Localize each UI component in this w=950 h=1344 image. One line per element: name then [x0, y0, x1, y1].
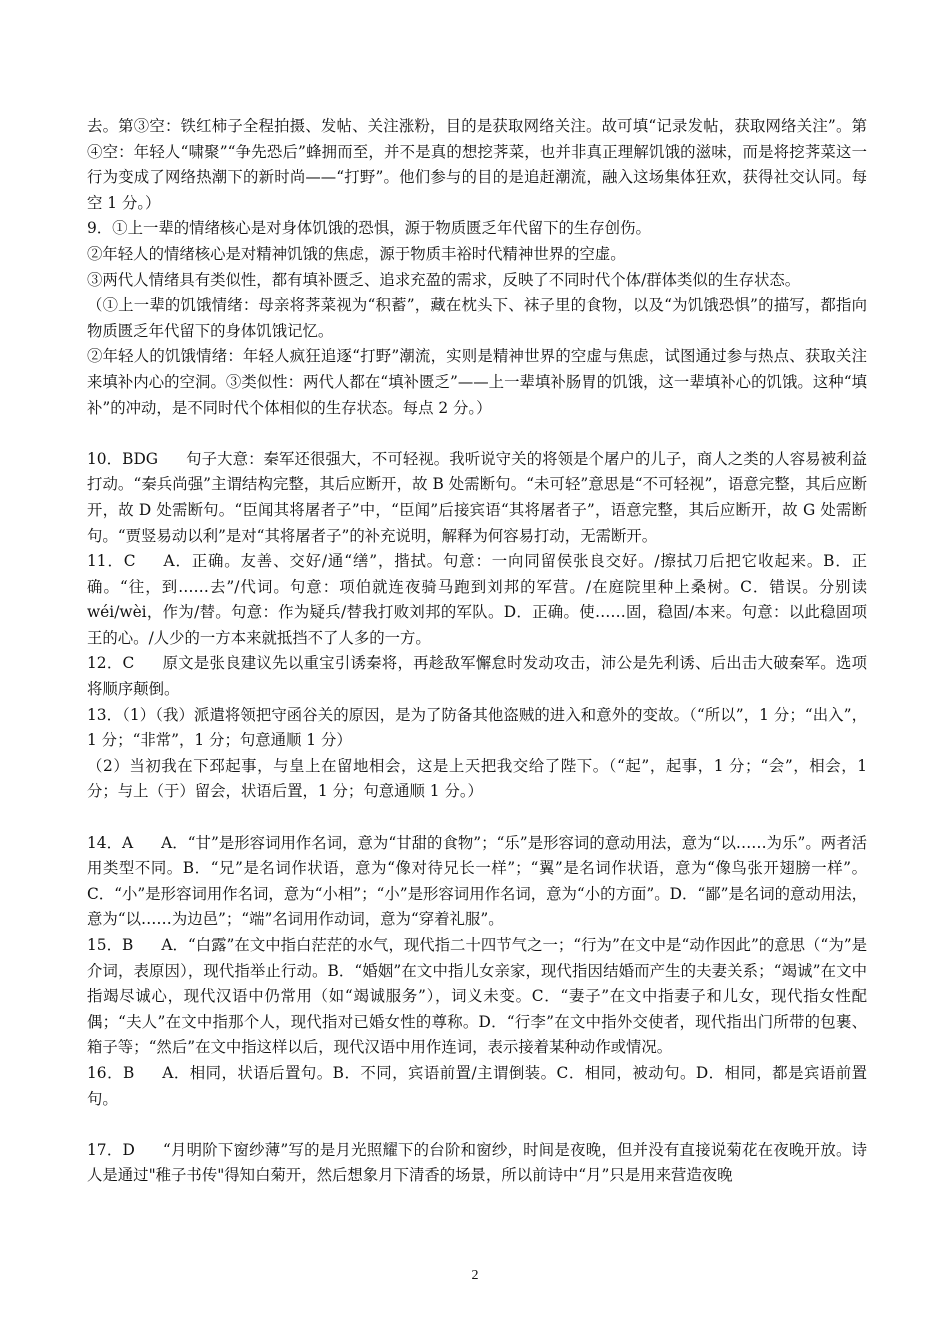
answer-q15 [87, 933, 867, 1061]
answer-text: A．“甘”是形容词用作名词，意为“甘甜的食物”；“乐”是形容词的意动用法，意为“以……为乐”。两者活用类型不同。B．“兄”是名词作状语，意为“像对待兄长一样”；“翼”是名词作状语，意为“像鸟张开翅膀一样”。C．“小”是形容词用作名词，意为“小相”；“小”是形容词用作名词，意为“小的方面”。D．“鄙”是名词的意动用法，意为“以……为边邑”；“端”名词用作动词，意为“穿着礼服”。 [87, 833, 867, 929]
answer-q17 [87, 1138, 867, 1189]
answer-q14 [87, 831, 867, 933]
paragraph-q9-note-1: （①上一辈的饥饿情绪：母亲将荠菜视为“积蓄”，藏在枕头下、袜子里的食物，以及“为饥饿恐惧”的描写，都指向物质匮乏年代留下的身体饥饿记忆。 [87, 296, 867, 340]
answer-q16 [87, 1061, 867, 1112]
answer-text: A．正确。友善、交好/通“缮”，揩拭。句意：一向同留侯张良交好。/擦拭刀后把它收起来。B．正确。“往，到……去”/代词。句意：项伯就连夜骑马跑到刘邦的军营。/在庭院里种上桑树。C．错误。分别读 wéi/wèi，作为/替。句意：作为疑兵/替我打败刘邦的军队。D．正确。使……固，稳固/本来。句意：以此稳固项王的心。/人少的一方本来就抵挡不了人多的一方。 [87, 552, 867, 647]
spacer [87, 805, 867, 831]
answer-label: 11．C [87, 552, 136, 571]
answer-label: 12．C [87, 654, 135, 673]
spacer [87, 1112, 867, 1138]
answer-q10 [87, 447, 867, 549]
answer-text: A．“白露”在文中指白茫茫的水气，现代指二十四节气之一；“行为”在文中是“动作因此”的意思（“为”是介词，表原因），现代指举止行动。B．“婚姻”在文中指儿女亲家，现代指因结婚而产生的夫妻关系；“竭诚”在文中指竭尽诚心，现代汉语中仍常用（如“竭诚服务”），词义未变。C．“妻子”在文中指妻子和儿女，现代指女性配偶；“夫人”在文中指那个人，现代指对已婚女性的尊称。D．“行李”在文中指外交使者，现代指出门所带的包裹、箱子等；“然后”在文中指这样以后，现代汉语中用作连词，表示接着某种动作或情况。 [87, 936, 867, 1057]
answer-text: “月明阶下窗纱薄”写的是月光照耀下的台阶和窗纱，时间是夜晚，但并没有直接说菊花在夜晚开放。诗人是通过"稚子书传"得知白菊开，然后想象月下清香的场景，所以前诗中“月”只是用来营造夜晚 [87, 1140, 867, 1185]
page-number: 2 [471, 1268, 479, 1283]
paragraph-q9-note-2: ②年轻人的饥饿情绪：年轻人疯狂追逐“打野”潮流，实则是精神世界的空虚与焦虑，试图通过参与热点、获取关注来填补内心的空洞。③类似性：两代人都在“填补匮乏”——上一辈填补肠胃的饥饿，这一辈填补心的饥饿。这种“填补”的冲动，是不同时代个体相似的生存状态。每点 2 分。） [87, 347, 867, 417]
answer-label: 14．A [87, 833, 134, 852]
answer-label: 16．B [87, 1063, 135, 1082]
answer-q11 [87, 549, 867, 651]
paragraph-q9-1: 9．①上一辈的情绪核心是对身体饥饿的恐惧，源于物质匮乏年代留下的生存创伤。 [87, 219, 651, 238]
answer-q12 [87, 651, 867, 702]
answer-q13-1: 13．（1）（我）派遣将领把守函谷关的原因，是为了防备其他盗贼的进入和意外的变故。（“所以”，1 分；“出入”，1 分；“非常”，1 分；句意通顺 1 分） [87, 705, 867, 750]
document-body [87, 114, 867, 1189]
spacer [87, 421, 867, 447]
paragraph-q9-3: ③两代人情绪具有类似性，都有填补匮乏、追求充盈的需求，反映了不同时代个体/群体类似的生存状态。 [87, 270, 801, 289]
answer-text: 句子大意：秦军还很强大，不可轻视。我听说守关的将领是个屠户的儿子，商人之类的人容易被利益打动。“秦兵尚强”主谓结构完整，其后应断开，故 B 处需断句。“未可轻”意思是“不可轻视”，语意完整，其后应断开，故 D 处需断句。“臣闻其将屠者子”中，“臣闻”后接宾语“其将屠者子”，语意完整，其后应断开，故 G 处需断句。“贾竖易动以利”是对“其将屠者子”的补充说明，解释为何容易打动，无需断开。 [87, 449, 867, 545]
answer-text: 原文是张良建议先以重宝引诱秦将，再趁敌军懈怠时发动攻击，沛公是先利诱、后出击大破秦军。选项将顺序颠倒。 [87, 654, 867, 699]
answer-q13-2: （2）当初我在下邳起事，与皇上在留地相会，这是上天把我交给了陛下。（“起”，起事，1 分；“会”，相会，1 分；与上（于）留会，状语后置，1 分；句意通顺 1 分。） [87, 756, 867, 801]
answer-text: A．相同，状语后置句。B．不同，宾语前置/主谓倒装。C．相同，被动句。D．相同，都是宾语前置句。 [87, 1063, 867, 1108]
answer-label: 10．BDG [87, 449, 159, 468]
answer-label: 15．B [87, 936, 134, 954]
answer-label: 17．D [87, 1140, 135, 1159]
paragraph-q9-2: ②年轻人的情绪核心是对精神饥饿的焦虑，源于物质丰裕时代精神世界的空虚。 [87, 244, 626, 263]
paragraph-q8-cont: 去。第③空：铁红柿子全程拍摄、发帖、关注涨粉，目的是获取网络关注。故可填“记录发帖，获取网络关注”。第④空：年轻人“啸聚”“争先恐后”蜂拥而至，并不是真的想挖荠菜，也并非真正理解饥饿的滋味，而是将挖荠菜这一行为变成了网络热潮下的新时尚——“打野”。他们参与的目的是追赶潮流，融入这场集体狂欢，获得社交认同。每空 1 分。） [87, 117, 867, 212]
